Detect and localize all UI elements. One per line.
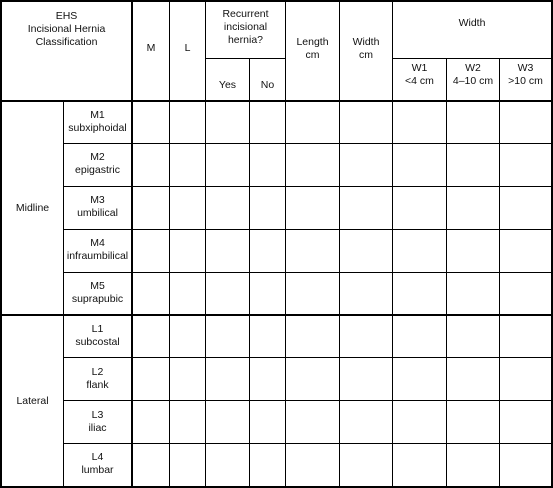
l-header-label: L xyxy=(184,42,191,54)
entry-cell-yes[interactable] xyxy=(206,144,249,186)
group-label-midline xyxy=(2,102,63,314)
entry-cell-no[interactable] xyxy=(250,144,285,186)
recurrent-subheader-border xyxy=(205,58,286,59)
row-label-l4 xyxy=(64,451,131,486)
entry-cell-no[interactable] xyxy=(250,401,285,443)
entry-cell-w2[interactable] xyxy=(447,144,499,186)
yes-header xyxy=(206,70,249,100)
entry-cell-m[interactable] xyxy=(133,187,169,229)
entry-cell-m[interactable] xyxy=(133,358,169,400)
row-code: L1 xyxy=(91,323,104,335)
row-code: L2 xyxy=(91,366,104,378)
entry-cell-w2[interactable] xyxy=(447,230,499,272)
entry-cell-w1[interactable] xyxy=(393,316,446,357)
row-name: subcostal xyxy=(75,336,120,348)
row-name: epigastric xyxy=(75,164,120,176)
entry-cell-l[interactable] xyxy=(170,144,205,186)
entry-cell-w2[interactable] xyxy=(447,358,499,400)
entry-cell-width[interactable] xyxy=(340,144,392,186)
entry-cell-length[interactable] xyxy=(286,187,339,229)
entry-cell-no[interactable] xyxy=(250,102,285,143)
entry-cell-w3[interactable] xyxy=(500,401,551,443)
entry-cell-w2[interactable] xyxy=(447,444,499,486)
width-cm-header-line: Width xyxy=(352,36,380,48)
entry-cell-w2[interactable] xyxy=(447,401,499,443)
row-name: lumbar xyxy=(81,464,114,476)
row-name: iliac xyxy=(88,422,107,434)
length-header-line: Length xyxy=(296,36,329,48)
row-code: M4 xyxy=(90,237,105,249)
yes-header-label: Yes xyxy=(218,78,237,91)
width-group-header-label: Width xyxy=(458,16,486,29)
entry-cell-w1[interactable] xyxy=(393,144,446,186)
entry-cell-width[interactable] xyxy=(340,444,392,486)
entry-cell-l[interactable] xyxy=(170,401,205,443)
entry-cell-l[interactable] xyxy=(170,316,205,357)
entry-cell-w1[interactable] xyxy=(393,102,446,143)
entry-cell-yes[interactable] xyxy=(206,102,249,143)
row-label-m5 xyxy=(64,280,131,314)
entry-cell-yes[interactable] xyxy=(206,273,249,314)
recurrent-header-line: Recurrent xyxy=(222,8,269,20)
entry-cell-width[interactable] xyxy=(340,273,392,314)
group-label: Lateral xyxy=(16,394,49,407)
width-subheader-border xyxy=(392,58,553,59)
entry-cell-w3[interactable] xyxy=(500,187,551,229)
entry-cell-length[interactable] xyxy=(286,273,339,314)
entry-cell-length[interactable] xyxy=(286,144,339,186)
entry-cell-l[interactable] xyxy=(170,230,205,272)
l-header xyxy=(170,2,205,95)
entry-cell-w1[interactable] xyxy=(393,187,446,229)
recurrent-header xyxy=(206,8,285,56)
entry-cell-yes[interactable] xyxy=(206,316,249,357)
entry-cell-width[interactable] xyxy=(340,358,392,400)
width-group-header xyxy=(393,12,551,34)
row-label-l3 xyxy=(64,409,131,443)
w1-header xyxy=(393,62,446,92)
entry-cell-w1[interactable] xyxy=(393,273,446,314)
entry-cell-w1[interactable] xyxy=(393,358,446,400)
classification-header xyxy=(2,10,131,60)
entry-cell-no[interactable] xyxy=(250,230,285,272)
entry-cell-m[interactable] xyxy=(133,273,169,314)
width-cm-header-line: cm xyxy=(359,49,373,61)
outer-top-border xyxy=(0,0,553,2)
entry-cell-yes[interactable] xyxy=(206,444,249,486)
classification-header-line: Incisional Hernia xyxy=(27,23,106,35)
row-name: suprapubic xyxy=(71,293,124,305)
entry-cell-w3[interactable] xyxy=(500,316,551,357)
entry-cell-w2[interactable] xyxy=(447,187,499,229)
group-label: Midline xyxy=(15,201,50,214)
entry-cell-l[interactable] xyxy=(170,273,205,314)
entry-cell-w3[interactable] xyxy=(500,230,551,272)
entry-cell-length[interactable] xyxy=(286,444,339,486)
entry-cell-length[interactable] xyxy=(286,230,339,272)
row-code: L4 xyxy=(91,451,104,463)
row-code: L3 xyxy=(91,409,104,421)
row-code: M2 xyxy=(90,151,105,163)
entry-cell-no[interactable] xyxy=(250,358,285,400)
entry-cell-width[interactable] xyxy=(340,401,392,443)
w1-header-line: <4 cm xyxy=(405,75,434,87)
row-name: flank xyxy=(86,379,109,391)
row-label-m2 xyxy=(64,151,131,186)
row-label-l2 xyxy=(64,366,131,400)
w2-header-line: W2 xyxy=(465,62,481,74)
entry-cell-m[interactable] xyxy=(133,316,169,357)
entry-cell-length[interactable] xyxy=(286,401,339,443)
no-header-label: No xyxy=(260,78,275,91)
length-header-line: cm xyxy=(305,49,320,61)
entry-cell-w2[interactable] xyxy=(447,102,499,143)
m-header xyxy=(133,2,169,95)
entry-cell-w2[interactable] xyxy=(447,316,499,357)
entry-cell-w3[interactable] xyxy=(500,444,551,486)
entry-cell-no[interactable] xyxy=(250,316,285,357)
row-name: infraumbilical xyxy=(66,250,129,262)
entry-cell-w2[interactable] xyxy=(447,273,499,314)
classification-header-line: EHS xyxy=(55,10,78,22)
entry-cell-yes[interactable] xyxy=(206,358,249,400)
entry-cell-yes[interactable] xyxy=(206,230,249,272)
w3-header-line: W3 xyxy=(517,62,534,74)
entry-cell-w3[interactable] xyxy=(500,144,551,186)
row-label-m4 xyxy=(64,237,131,272)
no-header xyxy=(250,70,285,100)
entry-cell-m[interactable] xyxy=(133,144,169,186)
recurrent-header-line: hernia? xyxy=(227,34,263,46)
entry-cell-w1[interactable] xyxy=(393,444,446,486)
entry-cell-w1[interactable] xyxy=(393,401,446,443)
entry-cell-m[interactable] xyxy=(133,444,169,486)
row-label-m1 xyxy=(64,109,131,143)
w2-header xyxy=(447,62,499,92)
entry-cell-yes[interactable] xyxy=(206,187,249,229)
length-header xyxy=(286,36,339,76)
row-label-m3 xyxy=(64,194,131,229)
w2-header-line: 4–10 cm xyxy=(452,75,494,87)
entry-cell-no[interactable] xyxy=(250,187,285,229)
entry-cell-width[interactable] xyxy=(340,102,392,143)
entry-cell-width[interactable] xyxy=(340,230,392,272)
row-name: umbilical xyxy=(77,207,118,219)
entry-cell-l[interactable] xyxy=(170,102,205,143)
entry-cell-l[interactable] xyxy=(170,358,205,400)
row-name: subxiphoidal xyxy=(68,122,127,134)
entry-cell-yes[interactable] xyxy=(206,401,249,443)
entry-cell-w1[interactable] xyxy=(393,230,446,272)
entry-cell-width[interactable] xyxy=(340,316,392,357)
entry-cell-w3[interactable] xyxy=(500,273,551,314)
row-code: M3 xyxy=(90,194,105,206)
w3-header-line: >10 cm xyxy=(508,75,543,87)
w1-header-line: W1 xyxy=(411,62,428,74)
classification-header-line: Classification xyxy=(35,36,98,48)
entry-cell-m[interactable] xyxy=(133,230,169,272)
row-code: M1 xyxy=(90,109,105,121)
entry-cell-m[interactable] xyxy=(133,102,169,143)
entry-cell-no[interactable] xyxy=(250,273,285,314)
entry-cell-m[interactable] xyxy=(133,401,169,443)
entry-cell-w3[interactable] xyxy=(500,102,551,143)
entry-cell-l[interactable] xyxy=(170,444,205,486)
group-label-lateral xyxy=(2,316,63,486)
entry-cell-length[interactable] xyxy=(286,316,339,357)
recurrent-header-line: incisional xyxy=(223,21,268,33)
entry-cell-length[interactable] xyxy=(286,102,339,143)
row-label-l1 xyxy=(64,323,131,357)
width-cm-header xyxy=(340,36,392,76)
row-code: M5 xyxy=(90,280,105,292)
entry-cell-length[interactable] xyxy=(286,358,339,400)
entry-cell-l[interactable] xyxy=(170,187,205,229)
entry-cell-width[interactable] xyxy=(340,187,392,229)
entry-cell-no[interactable] xyxy=(250,444,285,486)
entry-cell-w3[interactable] xyxy=(500,358,551,400)
m-header-label: M xyxy=(146,42,156,54)
w3-header xyxy=(500,62,551,92)
